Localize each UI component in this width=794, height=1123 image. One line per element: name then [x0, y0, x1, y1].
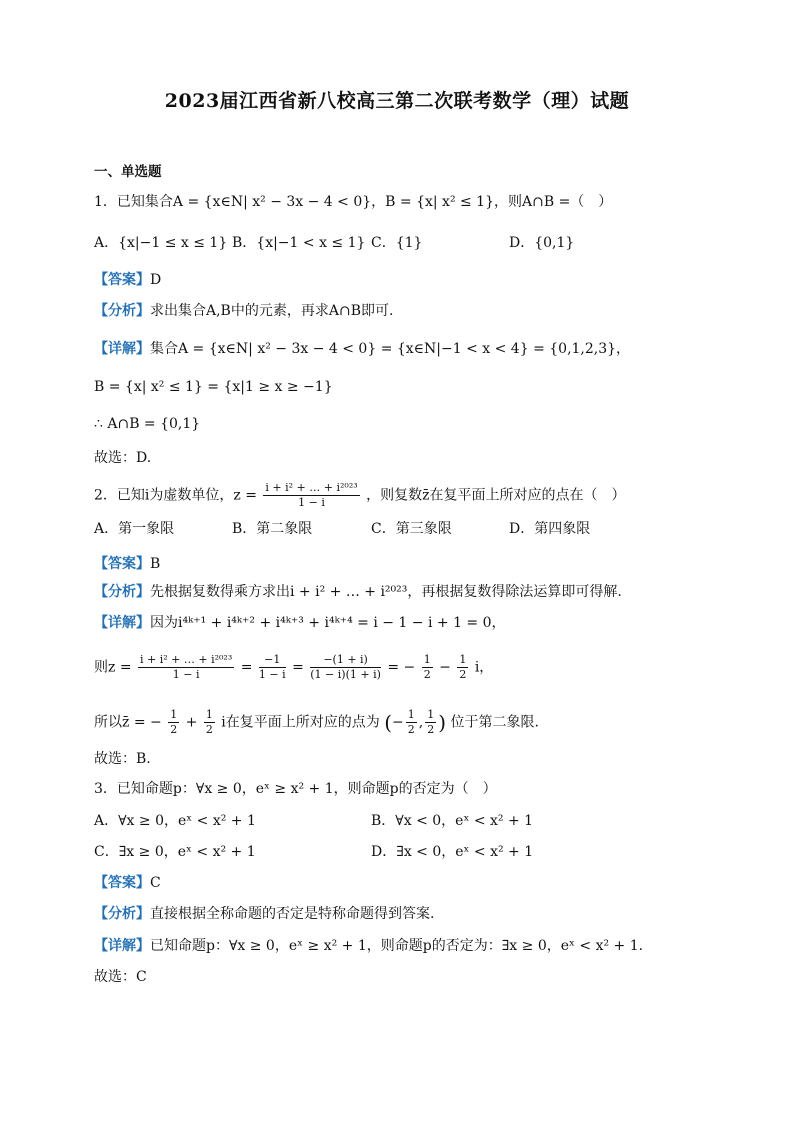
fraction-numerator: 1 — [170, 708, 178, 721]
fraction — [425, 709, 436, 736]
fraction-denominator: 2 — [205, 723, 213, 736]
fraction-numerator: 1 — [427, 708, 435, 721]
fraction — [168, 709, 179, 736]
fraction — [422, 654, 433, 681]
answer-tag: 【答案】 — [94, 556, 150, 572]
fraction-numerator: 1 — [205, 708, 213, 721]
detail-3-post: 位于第二象限. — [450, 714, 539, 731]
detail-tag: 【详解】 — [94, 938, 150, 954]
q3-answer — [94, 873, 161, 893]
fraction-numerator: 1 — [407, 708, 415, 721]
q3-option-a: A．∀x ≥ 0，eˣ < x² + 1 — [94, 813, 256, 829]
left-paren: ( — [384, 710, 393, 735]
q2-stem-post: ，则复数z̄在复平面上所对应的点在（ ） — [366, 487, 626, 504]
q1-answer — [94, 270, 161, 290]
fraction-numerator: i + i² + … + i²⁰²³ — [265, 481, 358, 494]
fraction-denominator: 2 — [170, 723, 178, 736]
fraction-denominator: 2 — [407, 723, 415, 736]
q1-detail-1 — [94, 339, 630, 359]
q3-analysis — [94, 904, 434, 924]
q1-option-c: C．{1} — [371, 235, 423, 251]
q2-conclusion: 故选：B. — [94, 751, 151, 767]
q2-option-c: C．第三象限 — [371, 521, 452, 537]
q2-option-a: A．第一象限 — [94, 521, 175, 537]
answer-tag: 【答案】 — [94, 272, 150, 288]
fraction — [457, 654, 468, 681]
q1-option-d: D．{0,1} — [509, 235, 575, 251]
q1-stem: 1．已知集合A = {x∈N| x² − 3x − 4 < 0}，B = {x| x² ≤ 1}，则A∩B =（ ） — [94, 194, 613, 210]
fraction-numerator: −1 — [259, 654, 286, 668]
q2-detail-1-text: 因为i⁴ᵏ⁺¹ + i⁴ᵏ⁺² + i⁴ᵏ⁺³ + i⁴ᵏ⁺⁴ = i − 1 − i + 1 = 0， — [150, 615, 506, 631]
q3-stem: 3．已知命题p：∀x ≥ 0，eˣ ≥ x² + 1，则命题p的否定为（ ） — [94, 781, 497, 797]
q2-analysis-text: 先根据复数得乘方求出i + i² + … + i²⁰²³，再根据复数得除法运算即可得解. — [150, 584, 622, 600]
analysis-tag: 【分析】 — [94, 584, 150, 600]
fraction-denominator: 1 − i — [258, 668, 286, 681]
q2-answer-value: B — [150, 556, 161, 572]
fraction-numerator: −(1 + i) — [310, 654, 381, 668]
page-title: 2023届江西省新八校高三第二次联考数学（理）试题 — [164, 90, 630, 112]
fraction — [406, 709, 417, 736]
q3-answer-value: C — [150, 875, 161, 891]
q2-option-d: D．第四象限 — [509, 521, 591, 537]
equals: = — [292, 659, 304, 676]
analysis-tag: 【分析】 — [94, 303, 150, 319]
detail-tag: 【详解】 — [94, 615, 150, 631]
q2-option-b: B．第二象限 — [232, 521, 313, 537]
q1-analysis-text: 求出集合A,B中的元素，再求A∩B即可. — [150, 303, 394, 319]
q2-detail-3 — [94, 709, 539, 736]
fraction-denominator: 1 − i — [172, 668, 200, 681]
detail-2-post: i， — [474, 659, 494, 676]
fraction-numerator: 1 — [423, 653, 431, 666]
q1-detail-2: B = {x| x² ≤ 1} = {x|1 ≥ x ≥ −1} — [94, 379, 333, 395]
fraction — [310, 654, 381, 681]
q2-detail-1 — [94, 613, 506, 633]
q1-detail-1-text: 集合A = {x∈N| x² − 3x − 4 < 0} = {x∈N|−1 < x < 4} = {0,1,2,3}， — [150, 341, 631, 357]
q1-analysis — [94, 301, 393, 321]
q1-answer-value: D — [150, 272, 162, 288]
q2-stem-fraction — [263, 482, 359, 509]
q2-stem — [94, 482, 625, 509]
section-heading: 一、单选题 — [94, 164, 162, 180]
q3-detail — [94, 936, 643, 956]
q2-detail-2 — [94, 654, 493, 681]
fraction-denominator: 2 — [459, 668, 467, 681]
detail-2-pre: 则z = — [94, 659, 132, 676]
fraction — [138, 654, 234, 681]
equals: = − — [387, 659, 416, 676]
fraction-denominator: 1 − i — [298, 496, 325, 509]
q1-option-a: A．{x|−1 ≤ x ≤ 1} — [94, 235, 228, 251]
point-comma: , — [418, 714, 424, 731]
q1-conclusion: 故选：D. — [94, 450, 152, 466]
q3-detail-text: 已知命题p：∀x ≥ 0，eˣ ≥ x² + 1，则命题p的否定为：∃x ≥ 0，eˣ < x² + 1. — [150, 938, 644, 954]
q2-stem-pre: 2．已知i为虚数单位，z = — [94, 487, 257, 504]
detail-3-pre: 所以z̄ = − — [94, 714, 162, 731]
answer-tag: 【答案】 — [94, 875, 150, 891]
q2-answer — [94, 554, 160, 574]
q3-option-d: D．∃x < 0，eˣ < x² + 1 — [371, 844, 534, 860]
fraction-denominator: (1 − i)(1 + i) — [310, 668, 381, 681]
fraction — [204, 709, 215, 736]
point-sign: − — [392, 714, 404, 731]
fraction — [259, 654, 286, 681]
plus: + — [185, 714, 198, 731]
q3-option-c: C．∃x ≥ 0，eˣ < x² + 1 — [94, 844, 256, 860]
q2-analysis — [94, 582, 622, 602]
q3-conclusion: 故选：C — [94, 969, 147, 985]
q3-analysis-text: 直接根据全称命题的否定是特称命题得到答案. — [150, 906, 435, 922]
analysis-tag: 【分析】 — [94, 906, 150, 922]
equals: = — [240, 659, 253, 676]
fraction-denominator: 2 — [423, 668, 431, 681]
minus: − — [439, 659, 451, 676]
fraction-numerator: 1 — [459, 653, 467, 666]
q1-detail-3: ∴ A∩B = {0,1} — [94, 416, 201, 432]
q3-option-b: B．∀x < 0，eˣ < x² + 1 — [371, 813, 534, 829]
right-paren: ) — [438, 710, 447, 735]
detail-3-mid: i在复平面上所对应的点为 — [221, 714, 380, 731]
detail-tag: 【详解】 — [94, 341, 150, 357]
fraction-denominator: 2 — [427, 723, 435, 736]
fraction-numerator: i + i² + … + i²⁰²³ — [140, 653, 233, 666]
q1-option-b: B．{x|−1 < x ≤ 1} — [232, 235, 366, 251]
